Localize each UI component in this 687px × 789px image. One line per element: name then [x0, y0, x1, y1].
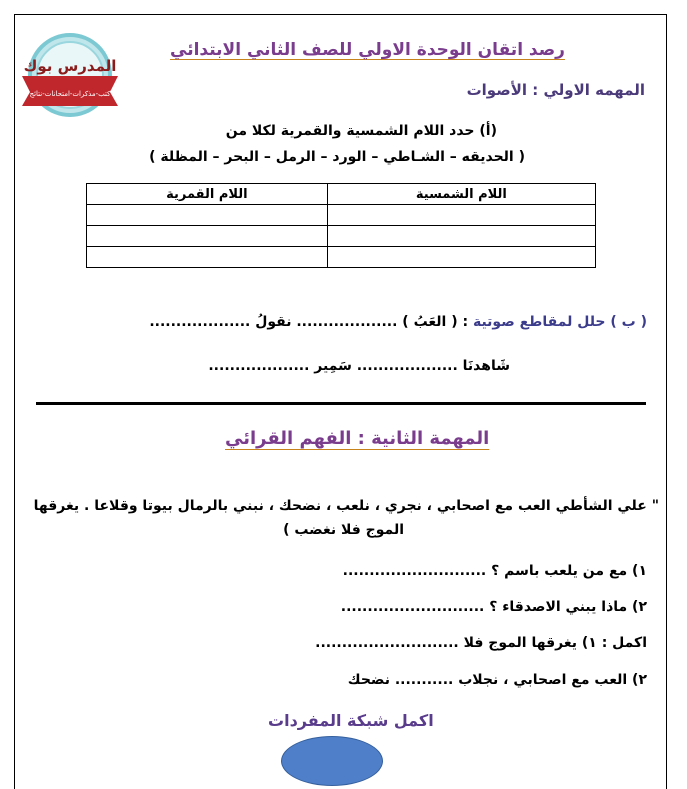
- table-cell[interactable]: [87, 205, 328, 226]
- task1-title: المهمه الاولي : الأصوات: [466, 81, 645, 99]
- table-header-row: [87, 184, 596, 205]
- question-a: (أ) حدد اللام الشمسية والقمرية لكلا من: [225, 123, 497, 139]
- passage-line-2: الموج فلا نغضب ): [283, 522, 404, 538]
- almodarres-book-logo: [18, 30, 122, 120]
- question-b-label: ( ب ) حلل لمقاطع صوتية: [472, 314, 647, 330]
- table-row: [87, 226, 596, 247]
- vocab-grid-title: اكمل شبكة المفردات: [268, 711, 434, 730]
- question-a-words: ( الحديقه – الشـاطي – الورد – الرمل – البحر – المظلة ): [149, 149, 525, 165]
- table-cell[interactable]: [327, 226, 595, 247]
- complete-item-2: ٢) العب مع اصحابي ، نجلاب ........... نضحك: [347, 672, 647, 688]
- question-b: [149, 314, 647, 330]
- table-header-solar: اللام الشمسية: [327, 184, 595, 205]
- section-divider: [36, 402, 646, 405]
- lam-classification-table: [86, 183, 596, 268]
- table-row: [87, 247, 596, 268]
- logo-brand-text: المدرس بوك: [23, 57, 117, 75]
- complete-item-1: اكمل : ١) يغرقها الموج فلا ...........................: [315, 635, 647, 651]
- question-2: ٢) ماذا يبني الاصدقاء ؟ ...........................: [340, 599, 647, 615]
- table-cell[interactable]: [87, 226, 328, 247]
- question-b-items-line2: شَاهدنَا ................... سَمِير ...................: [208, 358, 510, 374]
- vocab-grid-oval: [281, 736, 383, 786]
- table-header-lunar: اللام القمرية: [87, 184, 328, 205]
- table-cell[interactable]: [87, 247, 328, 268]
- table-cell[interactable]: [327, 205, 595, 226]
- table-row: [87, 205, 596, 226]
- passage-line-1: " علي الشأطي العب مع اصحابي ، نجري ، نلعب ، نضحك ، نبني بالرمال بيوتا وقلاعا . يغرقها: [33, 498, 659, 514]
- worksheet-title: رصد اتقان الوحدة الاولي للصف الثاني الابتدائي: [170, 40, 565, 60]
- logo-ribbon-text: كتب-مذكرات-امتحانات-نتائج: [29, 90, 111, 98]
- table-cell[interactable]: [327, 247, 595, 268]
- task2-title: المهمة الثانية : الفهم القرائي: [225, 428, 490, 449]
- question-1: ١) مع من يلعب باسم ؟ ...........................: [342, 563, 647, 579]
- question-b-items: : ( العَبُ ) ................... نقولُ ...................: [149, 314, 469, 330]
